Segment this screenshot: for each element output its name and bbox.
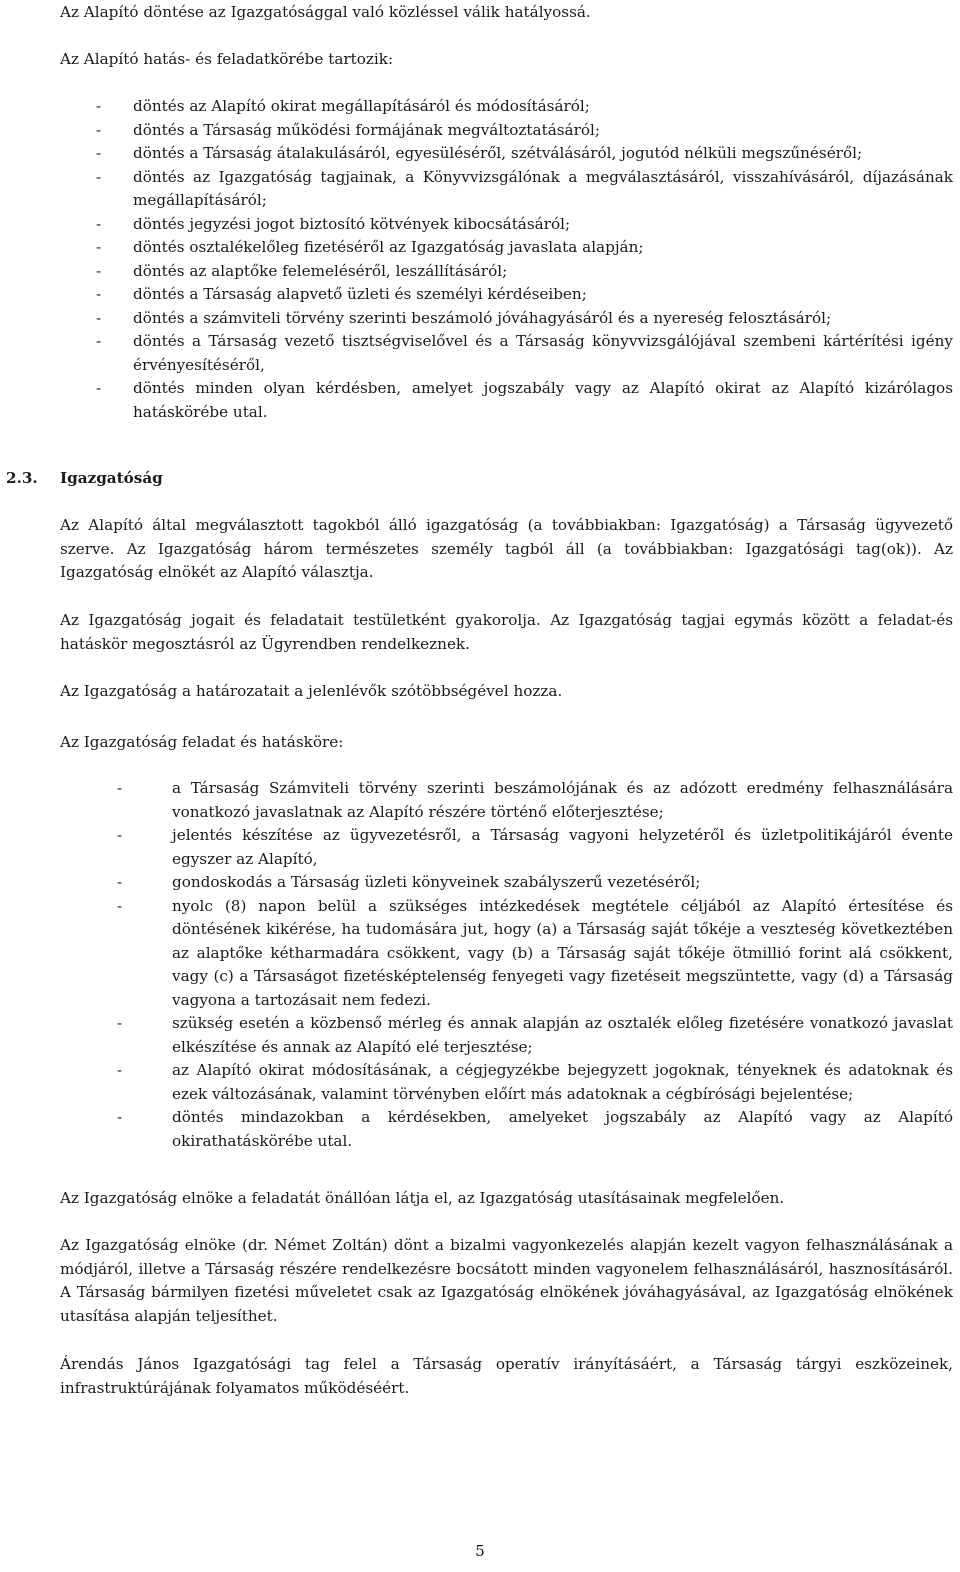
paragraph-board-operation: Az Igazgatóság jogait és feladatait testületként gyakorolja. Az Igazgatóság tagjai egymás között a feladat-és hatáskör megosztásról az Ügyrendben rendelkeznek. [60, 611, 953, 653]
list-item: - nyolc (8) napon belül a szükséges intézkedések megtétele céljából az Alapító értesítése és döntésének kikérése, ha tudomására jut, hogy (a) a Társaság saját tőkéje a veszteség következtében az alaptőke kétharmadára csökkent, vagy (b) a Társaság saját tőkéje ötmillió forint alá csökkent, vagy (c) a Társaságot fizetésképtelenség fenyegeti vagy fizetéseit megszüntette, vagy (d) a Társaság vagyona a tartozásait nem fedezi. [117, 896, 953, 1009]
list-item: - döntés az Alapító okirat megállapításáról és módosításáról; [96, 95, 953, 119]
list-item: - döntés a Társaság működési formájának megváltoztatásáról; [96, 119, 953, 143]
paragraph-member-responsibility: Árendás János Igazgatósági tag felel a Társaság operatív irányításáért, a Társaság tárgyi eszközeinek, infrastruktúrájának folyamatos működéséért. [60, 1355, 953, 1397]
list-item: - az Alapító okirat módosításának, a cégjegyzékbe bejegyzett jogoknak, tényeknek és adatoknak és ezek változásának, valamint törvényben előírt más adatoknak a cégbírósági bejelentése; [117, 1061, 953, 1103]
list-dash: - [96, 379, 102, 397]
list-item: - döntés a Társaság alapvető üzleti és személyi kérdéseiben; [96, 283, 953, 307]
list-dash: - [96, 285, 102, 303]
list-dash: - [117, 873, 123, 891]
list-dash: - [96, 238, 102, 256]
list-dash: - [96, 144, 102, 162]
list-item: - döntés a Társaság vezető tisztségviselővel és a Társaság könyvvizsgálójával szembeni kártérítési igény érvényesítéséről, [96, 332, 953, 374]
list-item: - döntés mindazokban a kérdésekben, amelyeket jogszabály az Alapító vagy az Alapító okirathatáskörébe utal. [117, 1108, 953, 1150]
section-title: Igazgatóság [60, 469, 163, 487]
list-dash: - [96, 120, 102, 139]
board-duties-list [117, 777, 953, 1153]
list-dash: - [96, 214, 102, 233]
page-number: 5 [475, 1542, 485, 1560]
paragraph-founder-scope-intro: Az Alapító hatás- és feladatkörébe tartozik: [60, 50, 394, 68]
list-dash: - [117, 1061, 123, 1079]
list-item: - döntés a számviteli törvény szerinti beszámoló jóváhagyásáról és a nyereség felosztásáról; [96, 307, 953, 331]
list-item: - döntés minden olyan kérdésben, amelyet jogszabály vagy az Alapító okirat az Alapító kizárólagos hatáskörébe utal. [96, 379, 953, 421]
list-item: - a Társaság Számviteli törvény szerinti beszámolójának és az adózott eredmény felhasználására vonatkozó javaslatnak az Alapító részére történő előterjesztése; [117, 779, 953, 821]
list-dash: - [117, 779, 123, 797]
paragraph-board-duties-intro: Az Igazgatóság feladat és hatásköre: [60, 733, 344, 751]
list-dash: - [117, 896, 123, 915]
list-item: - szükség esetén a közbenső mérleg és annak alapján az osztalék előleg fizetésére vonatkozó javaslat elkészítése és annak az Alapító elé terjesztése; [117, 1014, 953, 1056]
section-heading [0, 467, 960, 493]
paragraph-founder-decision: Az Alapító döntése az Igazgatósággal való közléssel válik hatályossá. [60, 3, 591, 21]
founder-powers-list [96, 95, 953, 424]
list-item: - döntés az alaptőke felemeléséről, leszállításáról; [96, 260, 953, 284]
list-item: - döntés jegyzési jogot biztosító kötvények kibocsátásáról; [96, 213, 953, 237]
list-dash: - [96, 261, 102, 280]
section-number: 2.3. [6, 469, 38, 487]
list-dash: - [117, 826, 123, 844]
list-dash: - [96, 97, 102, 115]
list-item: - döntés az Igazgatóság tagjainak, a Könyvvizsgálónak a megválasztásáról, visszahívásáról, díjazásának megállapításáról; [96, 167, 953, 209]
list-dash: - [96, 308, 102, 327]
list-item: - gondoskodás a Társaság üzleti könyveinek szabályszerű vezetéséről; [117, 871, 953, 895]
list-dash: - [96, 332, 102, 350]
paragraph-board-composition: Az Alapító által megválasztott tagokból álló igazgatóság (a továbbiakban: Igazgatóság) a Társaság ügyvezető szerve. Az Igazgatóság három természetes személy tagból áll (a továbbiakban: Igazgatósági tag(ok)). Az Igazgatóság elnökét az Alapító választja. [60, 516, 953, 581]
list-item: - jelentés készítése az ügyvezetésről, a Társaság vagyoni helyzetéről és üzletpolitikájáról évente egyszer az Alapító, [117, 826, 953, 868]
list-item: - döntés a Társaság átalakulásáról, egyesüléséről, szétválásáról, jogutód nélküli megszűnéséről; [96, 142, 953, 166]
paragraph-board-resolutions: Az Igazgatóság a határozatait a jelenlévők szótöbbségével hozza. [60, 682, 563, 700]
paragraph-chair-powers: Az Igazgatóság elnöke (dr. Német Zoltán) dönt a bizalmi vagyonkezelés alapján kezelt vagyon felhasználásának a módjáról, illetve a Társaság részére rendelkezésre bocsátott minden vagyonelem felhasználásáról, hasznosításáról. A Társaság bármilyen fizetési műveletet csak az Igazgatóság elnökének jóváhagyásával, az Igazgatóság elnökének utasítása alapján teljesíthet. [60, 1236, 953, 1325]
list-dash: - [117, 1108, 123, 1126]
list-dash: - [117, 1014, 123, 1032]
list-dash: - [96, 167, 102, 186]
paragraph-chair-role: Az Igazgatóság elnöke a feladatát önállóan látja el, az Igazgatóság utasításainak megfelelően. [60, 1189, 785, 1207]
list-item: - döntés osztalékelőleg fizetéséről az Igazgatóság javaslata alapján; [96, 236, 953, 260]
